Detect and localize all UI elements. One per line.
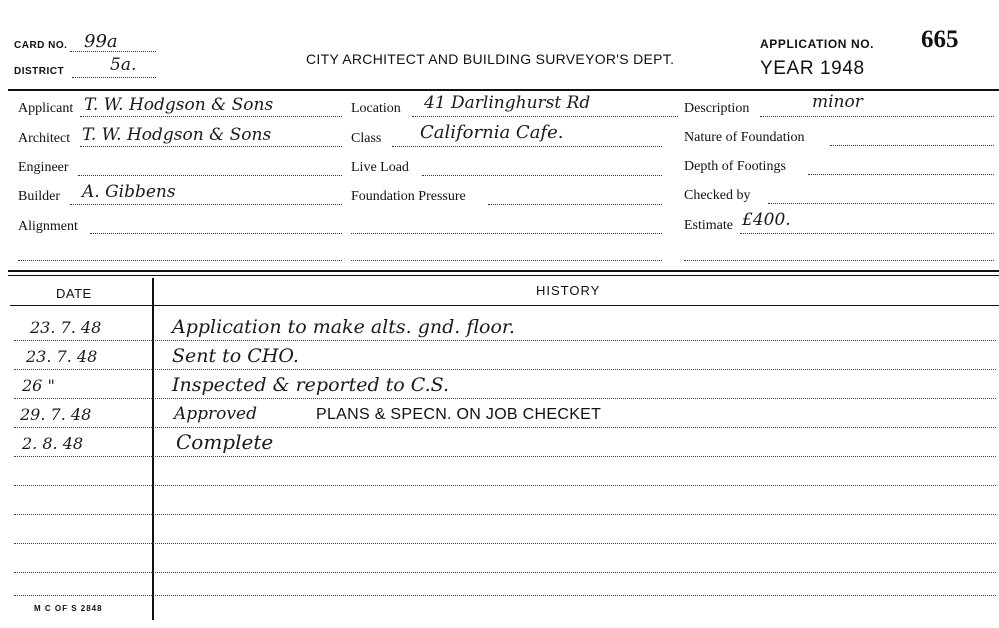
engineer-label: Engineer <box>18 160 69 175</box>
estimate-value: £400. <box>742 210 791 230</box>
foundation-pressure-label: Foundation Pressure <box>351 189 466 204</box>
nature-of-foundation-label: Nature of Foundation <box>684 130 805 145</box>
row-history: Complete <box>176 430 274 454</box>
row-date: 2. 8. 48 <box>22 434 84 453</box>
location-value: 41 Darlinghurst Rd <box>424 93 591 113</box>
department-title: CITY ARCHITECT AND BUILDING SURVEYOR'S DEPT. <box>306 51 675 67</box>
header-rule <box>8 89 999 91</box>
card-no-value: 99a <box>84 31 118 52</box>
depth-of-footings-label: Depth of Footings <box>684 159 786 174</box>
fields-rule-2 <box>8 275 999 276</box>
date-column-header: DATE <box>56 286 92 301</box>
class-label: Class <box>351 131 382 146</box>
row-history: Sent to CHO. <box>172 345 299 367</box>
row-date: 29. 7. 48 <box>20 405 92 424</box>
plans-checked-stamp: PLANS & SPECN. ON JOB CHECKET <box>316 406 602 423</box>
fields-rule-1 <box>8 270 999 272</box>
class-value: California Cafe. <box>420 122 564 143</box>
alignment-label: Alignment <box>18 219 78 234</box>
description-label: Description <box>684 101 750 116</box>
application-no-value: 665 <box>921 26 959 53</box>
builder-value: A. Gibbens <box>82 182 176 202</box>
year-label: YEAR 1948 <box>760 58 865 79</box>
architect-label: Architect <box>18 131 71 146</box>
live-load-label: Live Load <box>351 160 409 175</box>
card-no-label: CARD NO. <box>14 40 68 51</box>
form-code: M C OF S 2848 <box>34 604 103 613</box>
row-date: 23. 7. 48 <box>26 347 98 366</box>
district-value: 5a. <box>110 55 137 75</box>
applicant-label: Applicant <box>18 101 74 116</box>
checked-by-label: Checked by <box>684 188 751 203</box>
architect-value: T. W. Hodgson & Sons <box>82 125 272 145</box>
applicant-value: T. W. Hodgson & Sons <box>84 95 274 115</box>
table-column-divider <box>152 278 154 620</box>
builder-label: Builder <box>18 189 60 204</box>
row-history: Inspected & reported to C.S. <box>172 374 450 396</box>
application-no-label: APPLICATION NO. <box>760 37 875 51</box>
history-column-header: HISTORY <box>536 283 601 298</box>
table-header-rule <box>10 305 999 306</box>
district-label: DISTRICT <box>14 66 65 77</box>
row-date: 26 " <box>22 376 55 395</box>
location-label: Location <box>351 101 401 116</box>
row-date: 23. 7. 48 <box>30 318 102 337</box>
row-history: Approved <box>174 404 257 424</box>
row-history: Application to make alts. gnd. floor. <box>172 316 515 338</box>
description-value: minor <box>812 92 863 112</box>
estimate-label: Estimate <box>684 218 733 233</box>
